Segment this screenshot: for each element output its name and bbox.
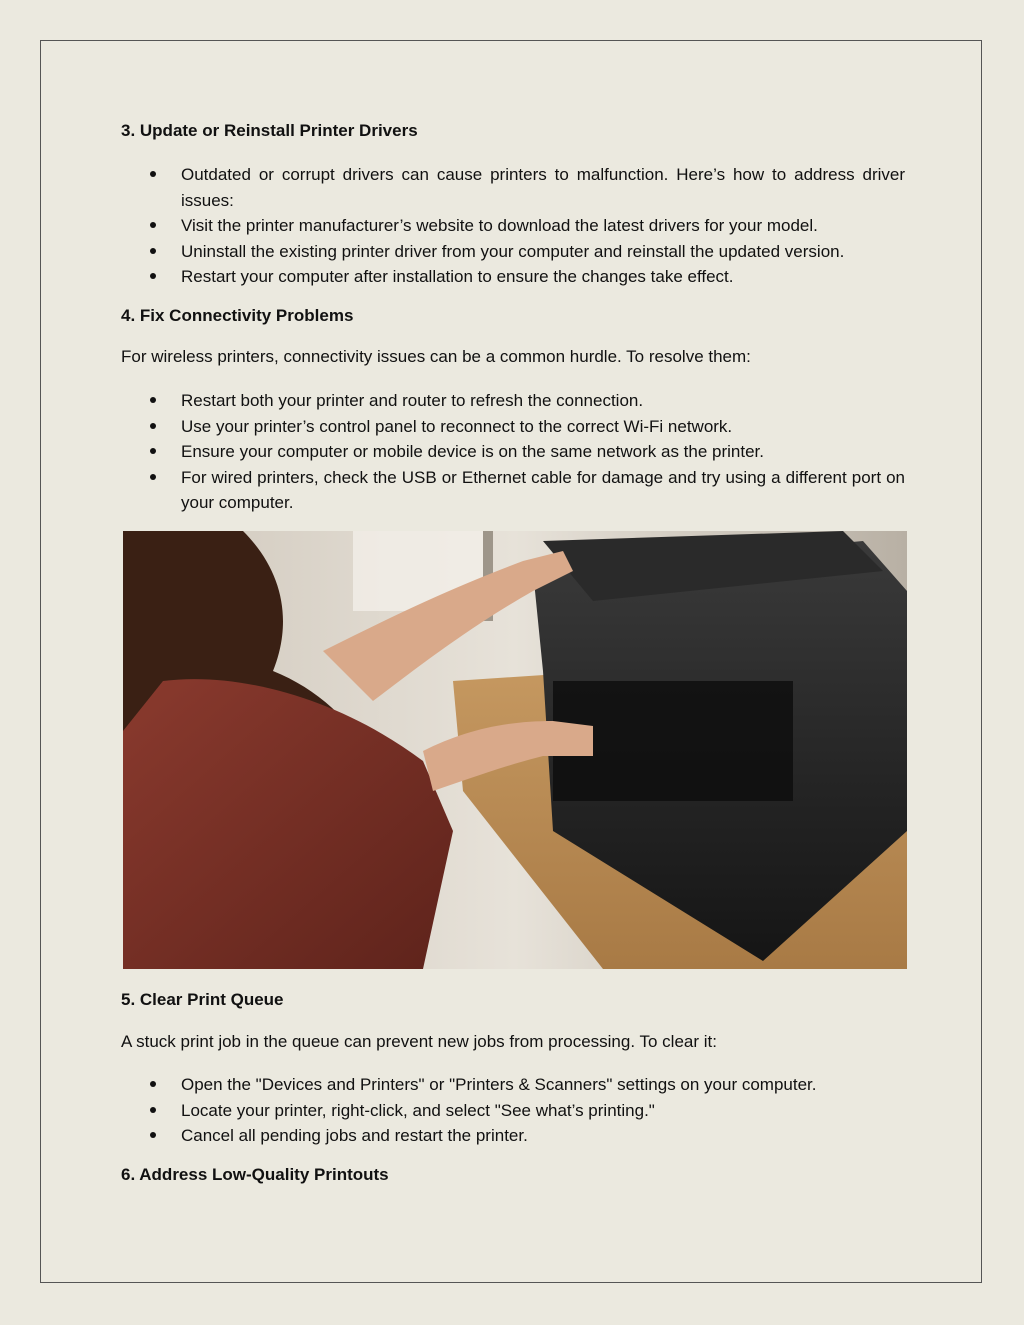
list-item: Visit the printer manufacturer’s website to download the latest drivers for your model. — [121, 213, 905, 239]
bullet-icon — [150, 273, 156, 279]
section-3-heading: 3. Update or Reinstall Printer Drivers — [121, 121, 418, 140]
list-item: Restart your computer after installation to ensure the changes take effect. — [121, 264, 905, 290]
list-item: Locate your printer, right-click, and select "See what’s printing." — [121, 1098, 905, 1124]
list-item: For wired printers, check the USB or Ethernet cable for damage and try using a different port on your computer. — [121, 465, 905, 516]
list-item: Uninstall the existing printer driver from your computer and reinstall the updated version. — [121, 239, 905, 265]
bullet-icon — [150, 171, 156, 177]
list-item: Cancel all pending jobs and restart the printer. — [121, 1123, 905, 1149]
list-item: Open the "Devices and Printers" or "Printers & Scanners" settings on your computer. — [121, 1072, 905, 1098]
bullet-icon — [150, 1107, 156, 1113]
list-item: Ensure your computer or mobile device is on the same network as the printer. — [121, 439, 905, 465]
document-page — [40, 40, 982, 1283]
section-5-heading: 5. Clear Print Queue — [121, 990, 284, 1009]
list-item: Outdated or corrupt drivers can cause printers to malfunction. Here’s how to address driver issues: — [121, 162, 905, 213]
bullet-icon — [150, 474, 156, 480]
section-4-list — [121, 388, 905, 516]
section-3-list — [121, 162, 905, 290]
bullet-icon — [150, 248, 156, 254]
section-5-intro: A stuck print job in the queue can prevent new jobs from processing. To clear it: — [121, 1032, 717, 1051]
bullet-icon — [150, 222, 156, 228]
bullet-icon — [150, 423, 156, 429]
bullet-icon — [150, 1081, 156, 1087]
list-item: Restart both your printer and router to refresh the connection. — [121, 388, 905, 414]
printer-repair-photo — [123, 531, 907, 969]
section-4-intro: For wireless printers, connectivity issues can be a common hurdle. To resolve them: — [121, 347, 751, 366]
section-4-heading: 4. Fix Connectivity Problems — [121, 306, 354, 325]
bullet-icon — [150, 448, 156, 454]
bullet-icon — [150, 397, 156, 403]
list-item: Use your printer’s control panel to reconnect to the correct Wi-Fi network. — [121, 414, 905, 440]
printer-repair-illustration — [123, 531, 907, 969]
section-5-list — [121, 1072, 905, 1149]
bullet-icon — [150, 1132, 156, 1138]
section-6-heading: 6. Address Low-Quality Printouts — [121, 1165, 389, 1184]
